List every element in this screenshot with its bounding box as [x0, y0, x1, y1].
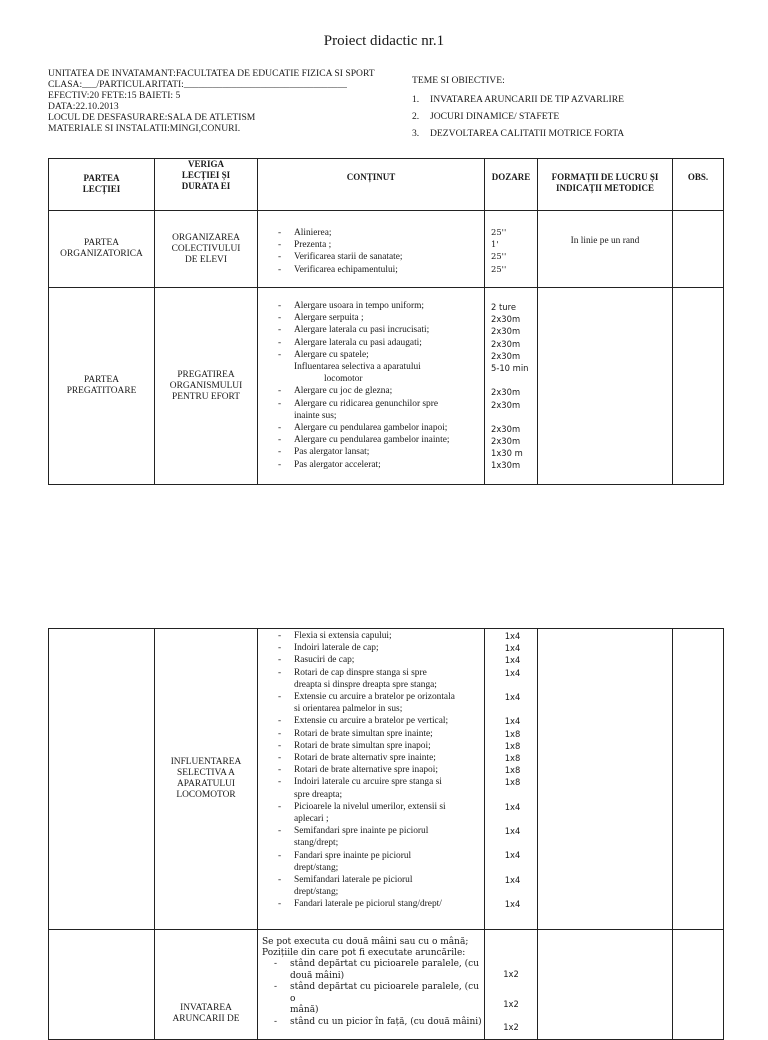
list-item: - Alergare laterala cu pasi adaugati; — [278, 337, 480, 349]
dozare-value: 1x4 — [504, 801, 521, 812]
dozare-value: 1x4 — [504, 716, 521, 727]
obs-cell — [673, 211, 724, 288]
formatii-cell — [538, 288, 673, 485]
lesson-table-part1 — [48, 158, 724, 485]
data-line: DATA:22.10.2013 — [48, 101, 119, 112]
list-item: - Alergare cu pendularea gambelor inainte; — [278, 434, 480, 446]
dozare-value: 1x2 — [503, 1022, 519, 1032]
objective-number: 2. — [412, 111, 420, 122]
dozare-value: 1x4 — [504, 631, 521, 641]
list-item: - Extensie cu arcuire a bratelor pe vertical; — [278, 715, 480, 727]
list-item: două mâini) — [290, 970, 345, 981]
dozare-value: 2x30m — [491, 338, 521, 349]
efectiv-line: EFECTIV:20 FETE:15 BAIETI: 5 — [48, 90, 181, 101]
list-item: si orientarea palmelor in sus; — [294, 704, 403, 715]
list-item: - Indoiri laterale de cap; — [278, 642, 480, 654]
dozare-value — [491, 374, 537, 386]
list-item: locomotor — [324, 374, 363, 385]
dozare-value: 2x30m — [491, 326, 521, 337]
dozare-cell — [485, 288, 538, 485]
dozare-value — [488, 679, 537, 691]
dozare-value: 1x2 — [503, 999, 519, 1009]
list-item: - Pas alergator lansat; — [278, 446, 480, 458]
lesson-table-part2 — [48, 628, 724, 1040]
list-item: - stând depărtat cu picioarele paralele, (cu o — [274, 982, 484, 1005]
locul-line: LOCUL DE DESFASURARE:SALA DE ATLETISM — [48, 112, 256, 123]
dozare-value: 1x4 — [504, 850, 521, 861]
dozare-value: 1x4 — [504, 655, 521, 666]
veriga-text: ORGANIZAREA COLECTIVULUI DE ELEVI — [171, 232, 241, 265]
list-item: - Alergare usoara in tempo uniform; — [278, 300, 480, 312]
header-partea-text: PARTEA LECȚIEI — [82, 173, 121, 194]
dozare-value — [488, 813, 537, 825]
list-item: - Extensie cu arcuire a bratelor pe orizontala — [278, 691, 480, 703]
dozare-value: 1x8 — [504, 752, 521, 763]
list-item: - Fandari laterale pe piciorul stang/drept/ — [278, 898, 480, 910]
list-item: aplecari ; — [294, 814, 329, 825]
dozare-value: 1x4 — [504, 826, 521, 836]
list-item: dreapta si dinspre dreapta spre stanga; — [294, 679, 437, 690]
partea-cell — [49, 930, 155, 1040]
header-continut: CONȚINUT — [258, 159, 485, 211]
list-item: - Rotari de cap dinspre stanga si spre — [278, 667, 480, 679]
dozare-cell — [485, 930, 538, 1040]
veriga-cell — [155, 211, 258, 288]
dozare-value: 25'' — [491, 263, 507, 274]
partea-cell — [49, 288, 155, 485]
dozare-value: 1x4 — [504, 643, 521, 654]
obs-cell — [673, 288, 724, 485]
objective-text: JOCURI DINAMICE/ STAFETE — [430, 111, 560, 122]
list-item: spre dreapta; — [294, 789, 343, 800]
list-item: - Alergare serpuita ; — [278, 312, 480, 324]
list-item: mână) — [290, 1005, 319, 1015]
list-item: - Semifandari spre inainte pe piciorul — [278, 825, 480, 837]
veriga-cell — [155, 629, 258, 930]
dozare-value — [488, 862, 537, 874]
list-item: - Verificarea starii de sanatate; — [278, 251, 480, 263]
list-item: - stând depărtat cu picioarele paralele, (cu — [274, 959, 484, 971]
objectives-title: TEME SI OBIECTIVE: — [412, 75, 505, 86]
arunc-intro-2: Pozițiile din care pot fi executate aruncările: — [262, 948, 466, 958]
list-item: Influentarea selectiva a aparatului — [294, 362, 421, 373]
list-item: - Indoiri laterale cu arcuire spre stanga si — [278, 776, 480, 788]
list-item: - Picioarele la nivelul umerilor, extensii si — [278, 801, 480, 813]
list-item: - Alergare laterala cu pasi incrucisati; — [278, 324, 480, 336]
formatii-cell — [538, 930, 673, 1040]
list-item: - Semifandari laterale pe piciorul — [278, 874, 480, 886]
list-item: - Alergare cu joc de glezna; — [278, 385, 480, 397]
header-veriga-text: VERIGA LECȚIEI ȘI DURATA EI — [181, 159, 231, 191]
dozare-value: 1x8 — [504, 777, 521, 788]
arunc-intro-1: Se pot executa cu două mâini sau cu o mână; — [262, 937, 469, 947]
dozare-value: 2x30m — [491, 423, 521, 434]
dozare-value: 1x8 — [504, 728, 521, 739]
header-obs: OBS. — [673, 159, 724, 211]
table-row — [49, 629, 724, 930]
continut-cell — [258, 288, 485, 485]
list-item: - Verificarea echipamentului; — [278, 264, 480, 276]
veriga-text: PREGATIREA ORGANISMULUI PENTRU EFORT — [169, 369, 243, 402]
dozare-value: 1x30 m — [491, 448, 523, 459]
list-item: - Alinierea; — [278, 227, 480, 239]
dozare-value — [488, 886, 537, 898]
list-item: - Rotari de brate simultan spre inapoi; — [278, 740, 480, 752]
list-item: - Alergare cu spatele; — [278, 349, 480, 361]
list-item: - Rotari de brate alternative spre inapoi; — [278, 764, 480, 776]
list-item: drept/stang; — [294, 862, 339, 873]
dozare-value: 1x8 — [504, 765, 521, 776]
veriga-text: INFLUENTAREA SELECTIVA A APARATULUI LOCOMOTOR — [170, 757, 242, 800]
header-formatii — [538, 159, 673, 211]
dozare-value: 2x30m — [491, 387, 521, 398]
list-item: - Alergare cu pendularea gambelor inapoi; — [278, 422, 480, 434]
dozare-cell — [485, 211, 538, 288]
list-item: - Prezenta ; — [278, 239, 480, 251]
dozare-value: 1x4 — [504, 899, 521, 910]
table-header-row — [49, 159, 724, 211]
table-row — [49, 288, 724, 485]
table-row — [49, 930, 724, 1040]
objective-text: INVATAREA ARUNCARII DE TIP AZVARLIRE — [430, 94, 624, 105]
dozare-value: 1x4 — [504, 874, 521, 885]
continut-cell — [258, 629, 485, 930]
dozare-value: 1x8 — [504, 740, 521, 751]
obs-cell — [673, 930, 724, 1040]
page-title: Proiect didactic nr.1 — [323, 33, 445, 49]
dozare-value: 25'' — [491, 227, 507, 237]
veriga-cell — [155, 930, 258, 1040]
list-item: - Rotari de brate alternativ spre inainte; — [278, 752, 480, 764]
partea-cell — [49, 629, 155, 930]
header-veriga — [155, 159, 258, 211]
veriga-cell — [155, 288, 258, 485]
unitatea-line: UNITATEA DE INVATAMANT:FACULTATEA DE EDUCATIE FIZICA SI SPORT — [48, 68, 375, 79]
dozare-value — [491, 411, 537, 423]
dozare-value: 2 ture — [491, 302, 516, 312]
objective-item — [412, 128, 624, 145]
veriga-text: INVATAREA ARUNCARII DE — [172, 1003, 240, 1024]
objective-text: DEZVOLTAREA CALITATII MOTRICE FORTA — [430, 128, 625, 139]
objective-item — [412, 94, 624, 111]
dozare-value: 25'' — [491, 251, 507, 262]
formatii-cell: In linie pe un rand — [538, 211, 673, 288]
dozare-value: 1x4 — [504, 667, 521, 678]
dozare-value: 2x30m — [491, 436, 521, 447]
table-row — [49, 211, 724, 288]
dozare-value: 2x30m — [491, 350, 521, 361]
dozare-value — [488, 703, 537, 715]
continut-cell — [258, 930, 485, 1040]
objective-item — [412, 111, 624, 128]
partea-cell — [49, 211, 155, 288]
list-item: drept/stang; — [294, 887, 339, 898]
list-item: - Rotari de brate simultan spre inainte; — [278, 728, 480, 740]
objective-number: 1. — [412, 94, 420, 105]
formatii-cell — [538, 629, 673, 930]
dozare-value — [488, 837, 537, 849]
dozare-value: 1x2 — [503, 969, 519, 979]
dozare-cell — [485, 629, 538, 930]
header-formatii-text: FORMAȚII DE LUCRU ȘI INDICAȚII METODICE — [551, 172, 659, 193]
materiale-line: MATERIALE SI INSTALATII:MINGI,CONURI. — [48, 123, 241, 134]
list-item: stang/drept; — [294, 838, 339, 849]
dozare-value: 1x4 — [504, 691, 521, 702]
dozare-value: 1x30m — [491, 460, 521, 471]
dozare-value: 2x30m — [491, 399, 521, 410]
lesson-info — [48, 68, 398, 134]
objectives-block — [412, 75, 624, 145]
list-item: - Flexia si extensia capului; — [278, 630, 480, 642]
partea-text: PARTEA PREGATITOARE — [66, 375, 137, 396]
list-item: - Fandari spre inainte pe piciorul — [278, 850, 480, 862]
obs-cell — [673, 629, 724, 930]
list-item: - Pas alergator accelerat; — [278, 459, 480, 471]
dozare-value: 1' — [491, 239, 499, 250]
dozare-value — [488, 788, 537, 800]
header-partea — [49, 159, 155, 211]
list-item: - Rasuciri de cap; — [278, 654, 480, 666]
header-dozare: DOZARE — [485, 159, 538, 211]
clasa-line: CLASA:___/PARTICULARITATI:__________________________________ — [48, 79, 347, 90]
list-item: - stând cu un picior în față, (cu două mâini) — [274, 1017, 484, 1029]
objective-number: 3. — [412, 128, 420, 139]
dozare-value: 2x30m — [491, 314, 521, 325]
continut-cell — [258, 211, 485, 288]
list-item: - Alergare cu ridicarea genunchilor spre — [278, 398, 480, 410]
dozare-value: 5-10 min — [491, 362, 529, 373]
partea-text: PARTEA ORGANIZATORICA — [60, 238, 143, 259]
list-item: inainte sus; — [294, 410, 337, 421]
